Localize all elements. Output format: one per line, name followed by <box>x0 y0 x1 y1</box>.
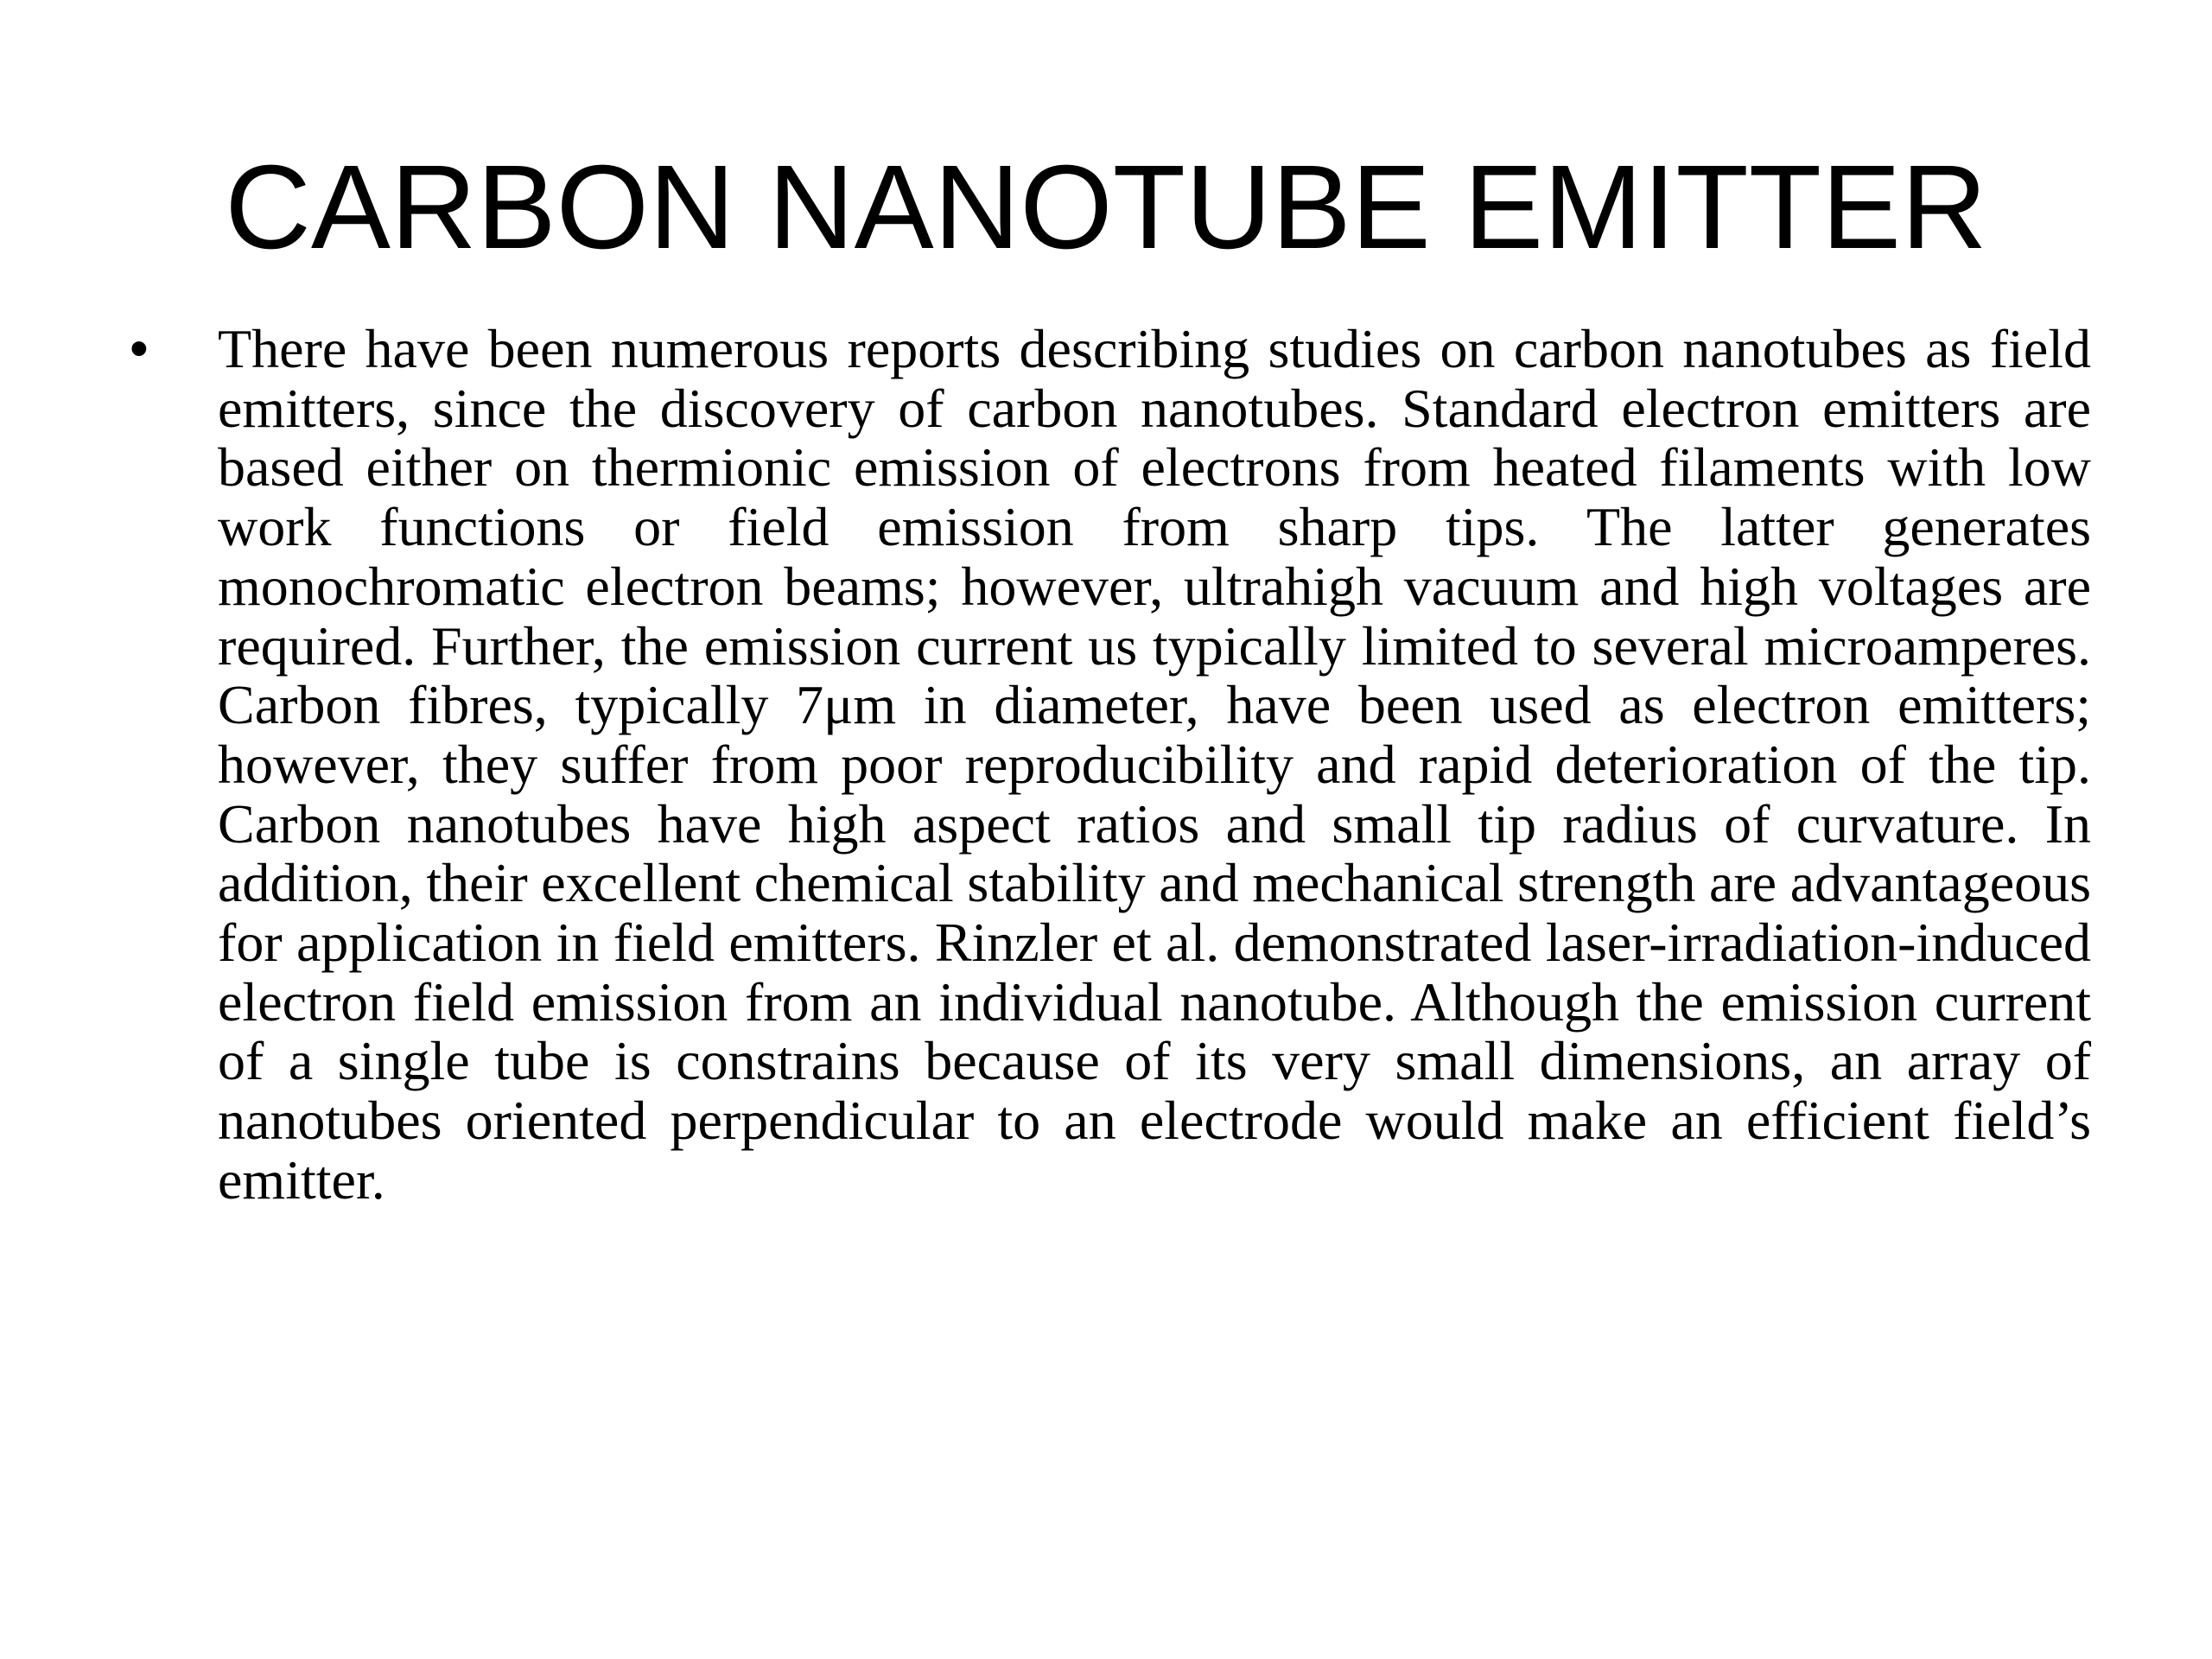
slide-title: CARBON NANOTUBE EMITTER <box>225 141 1987 274</box>
bullet-text: There have been numerous reports describing studies on carbon nanotubes as field emitters, since the discovery of carbon nanotubes. Standard electron emitters are based either on thermionic emission of electrons from heated filaments with low work functions or field emission from sharp tips. The latter generates monochromatic electron beams; however, ultrahigh vacuum and high voltages are required. Further, the emission current us typically limited to several microamperes. Carbon fibres, typically 7μm in diameter, have been used as electron emitters; however, they suffer from poor reproducibility and rapid deterioration of the tip. Carbon nanotubes have high aspect ratios and small tip radius of curvature. In addition, their excellent chemical stability and mechanical strength are advantageous for application in field emitters. Rinzler et al. demonstrated laser-irradiation-induced electron field emission from an individual nanotube. Although the emission current of a single tube is constrains because of its very small dimensions, an array of nanotubes oriented perpendicular to an electrode would make an efficient field’s emitter. <box>218 318 2091 1211</box>
bullet-marker: • <box>130 319 149 378</box>
bullet-item <box>130 320 2091 1211</box>
bullet-list <box>130 320 2091 1211</box>
